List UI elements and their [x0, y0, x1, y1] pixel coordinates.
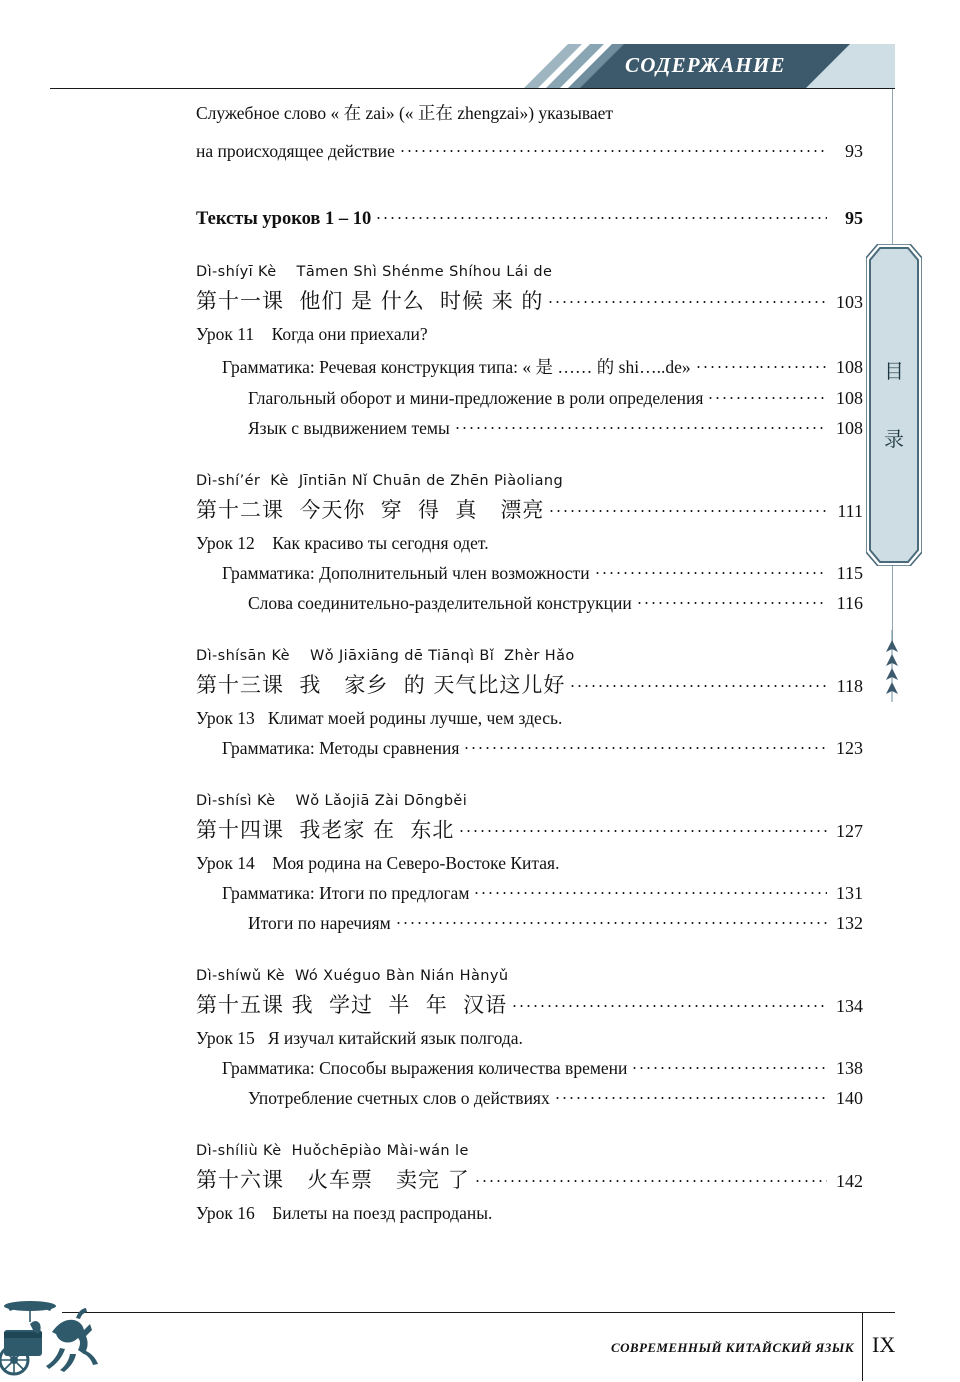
dot-leader: [631, 1058, 827, 1074]
dot-leader: [695, 357, 827, 373]
lesson-title-russian: Урок 12 Как красиво ты сегодня одет.: [196, 533, 489, 553]
grammar-entry-row[interactable]: [0, 593, 895, 614]
grammar-entry-page: 108: [836, 357, 863, 377]
side-tab-char-top: 目: [884, 359, 904, 383]
header-title: СОДЕРЖАНИЕ: [625, 53, 786, 77]
lesson-title-russian-row: [0, 853, 895, 874]
lesson-title-chinese: 第十三课 我 家乡 的 天气比这儿好: [196, 673, 566, 697]
grammar-entry-row[interactable]: [0, 1088, 895, 1109]
toc-continued-line2-text: на происходящее действие: [196, 141, 395, 161]
grammar-entry-label: Грамматика: Речевая конструкция типа: « 是 …… 的 shi…..de»: [222, 357, 691, 377]
lesson-pinyin-text: Dì-shíyī Kè Tāmen Shì Shénme Shíhou Lái de: [196, 264, 553, 280]
side-tab-char-bottom: 录: [884, 427, 904, 451]
grammar-entry-label: Итоги по наречиям: [248, 913, 391, 933]
toc-continued-line1-text: Служебное слово « 在 zai» (« 正在 zhengzai») указывает: [196, 103, 614, 123]
dot-leader: [511, 996, 827, 1012]
grammar-entry-label: Глагольный оборот и мини-предложение в роли определения: [248, 388, 704, 408]
lesson-title-russian-row: [0, 1028, 895, 1049]
dot-leader: [548, 501, 827, 517]
grammar-entry-label: Грамматика: Способы выражения количества времени: [222, 1058, 628, 1078]
lesson-pinyin-row: [0, 648, 895, 664]
grammar-entry-row[interactable]: [0, 354, 895, 379]
dot-leader: [474, 1171, 827, 1187]
grammar-entry-page: 115: [836, 563, 863, 583]
lesson-title-page: 118: [836, 676, 863, 696]
lesson-title-russian: Урок 16 Билеты на поезд распроданы.: [196, 1203, 493, 1223]
toc-section-heading-label: Тексты уроков 1 – 10: [196, 209, 372, 229]
lesson-title-page: 134: [836, 996, 863, 1016]
grammar-entry-label: Употребление счетных слов о действиях: [248, 1088, 550, 1108]
dot-leader: [569, 676, 827, 692]
dot-leader: [636, 593, 827, 609]
grammar-entry-row[interactable]: [0, 883, 895, 904]
chariot-illustration-icon: [0, 1288, 120, 1382]
lesson-title-russian-row: [0, 708, 895, 729]
lesson-pinyin-row: [0, 1143, 895, 1159]
grammar-entry-label: Слова соединительно-разделительной конструкции: [248, 593, 632, 613]
toc-continued-line1: [0, 100, 895, 125]
dot-leader: [395, 913, 827, 929]
grammar-entry-row[interactable]: [0, 388, 895, 409]
lesson-pinyin-text: Dì-shíliù Kè Huǒchēpiào Mài-wán le: [196, 1143, 469, 1159]
grammar-entry-page: 108: [836, 418, 863, 438]
lesson-pinyin-text: Dì-shíwǔ Kè Wó Xuéguo Bàn Nián Hànyǔ: [196, 968, 509, 984]
footer-page-number: IX: [872, 1332, 896, 1357]
grammar-entry-page: 123: [836, 738, 863, 758]
header-divider-rule: [50, 88, 895, 89]
grammar-entry-page: 116: [836, 593, 863, 613]
dot-leader: [547, 292, 827, 308]
grammar-entry-label: Язык с выдвижением темы: [248, 418, 450, 438]
toc-continued-page: 93: [845, 141, 863, 161]
lesson-title-row[interactable]: [0, 285, 895, 315]
lesson-pinyin-row: [0, 264, 895, 280]
lesson-title-chinese: 第十五课 我 学过 半 年 汉语: [196, 993, 508, 1017]
footer-book-title: СОВРЕМЕННЫЙ КИТАЙСКИЙ ЯЗЫК: [611, 1340, 854, 1355]
dot-leader: [454, 418, 827, 434]
toc-section-heading[interactable]: [0, 208, 895, 230]
lesson-pinyin-text: Dì-shísì Kè Wǒ Lǎojiā Zài Dōngběi: [196, 793, 468, 809]
grammar-entry-row[interactable]: [0, 418, 895, 439]
grammar-entry-row[interactable]: [0, 1058, 895, 1079]
lesson-title-russian: Урок 14 Моя родина на Северо-Востоке Китая.: [196, 853, 560, 873]
lesson-block: [0, 759, 895, 934]
grammar-entry-row[interactable]: [0, 563, 895, 584]
grammar-entry-label: Грамматика: Дополнительный член возможности: [222, 563, 590, 583]
grammar-entry-row[interactable]: [0, 913, 895, 934]
lesson-block: [0, 230, 895, 439]
lesson-title-chinese: 第十四课 我老家 在 东北: [196, 818, 455, 842]
toc-continued-line2[interactable]: [0, 141, 895, 162]
lesson-title-page: 142: [836, 1171, 863, 1191]
toc-section-heading-page: 95: [845, 208, 863, 228]
dot-leader: [375, 208, 827, 224]
lesson-title-row[interactable]: [0, 494, 895, 524]
lesson-pinyin-text: Dì-shísān Kè Wǒ Jiāxiāng dē Tiānqì Bǐ Zhèr Hǎo: [196, 648, 575, 664]
lesson-pinyin-row: [0, 793, 895, 809]
lesson-title-page: 111: [837, 501, 863, 521]
grammar-entry-page: 132: [836, 913, 863, 933]
dot-leader: [458, 821, 827, 837]
lesson-title-russian: Урок 11 Когда они приехали?: [196, 324, 428, 344]
lesson-title-russian-row: [0, 324, 895, 345]
lesson-title-row[interactable]: [0, 669, 895, 699]
grammar-entry-label: Грамматика: Итоги по предлогам: [222, 883, 470, 903]
lesson-title-page: 127: [836, 821, 863, 841]
lesson-title-chinese: 第十二课 今天你 穿 得 真 漂亮: [196, 498, 545, 522]
lesson-pinyin-text: Dì-shí’ér Kè Jīntiān Nǐ Chuān de Zhēn Piàoliang: [196, 473, 564, 489]
lesson-title-chinese: 第十六课 火车票 卖完 了: [196, 1168, 470, 1192]
lesson-block: [0, 614, 895, 759]
dot-leader: [554, 1088, 827, 1104]
lesson-block: [0, 934, 895, 1109]
grammar-entry-row[interactable]: [0, 738, 895, 759]
grammar-entry-page: 108: [836, 388, 863, 408]
footer-rule: [62, 1312, 895, 1313]
lesson-title-russian-row: [0, 533, 895, 554]
toc-content: [0, 100, 895, 1224]
grammar-entry-page: 138: [836, 1058, 863, 1078]
lesson-block: [0, 439, 895, 614]
lesson-title-chinese: 第十一课 他们 是 什么 时候 来 的: [196, 289, 544, 313]
lesson-list: [0, 230, 895, 1224]
lesson-pinyin-row: [0, 968, 895, 984]
lesson-title-row[interactable]: [0, 814, 895, 844]
grammar-entry-page: 131: [836, 883, 863, 903]
lesson-title-russian: Урок 15 Я изучал китайский язык полгода.: [196, 1028, 523, 1048]
lesson-title-page: 103: [836, 292, 863, 312]
lesson-block: [0, 1109, 895, 1224]
dot-leader: [594, 563, 827, 579]
lesson-title-russian-row: [0, 1203, 895, 1224]
grammar-entry-page: 140: [836, 1088, 863, 1108]
dot-leader: [707, 388, 827, 404]
dot-leader: [399, 141, 827, 157]
grammar-entry-label: Грамматика: Методы сравнения: [222, 738, 460, 758]
lesson-title-row[interactable]: [0, 989, 895, 1019]
footer-separator: [862, 1313, 863, 1381]
lesson-title-row[interactable]: [0, 1164, 895, 1194]
dot-leader: [463, 738, 827, 754]
lesson-pinyin-row: [0, 473, 895, 489]
lesson-title-russian: Урок 13 Климат моей родины лучше, чем здесь.: [196, 708, 563, 728]
dot-leader: [473, 883, 827, 899]
header-banner: [520, 44, 895, 89]
